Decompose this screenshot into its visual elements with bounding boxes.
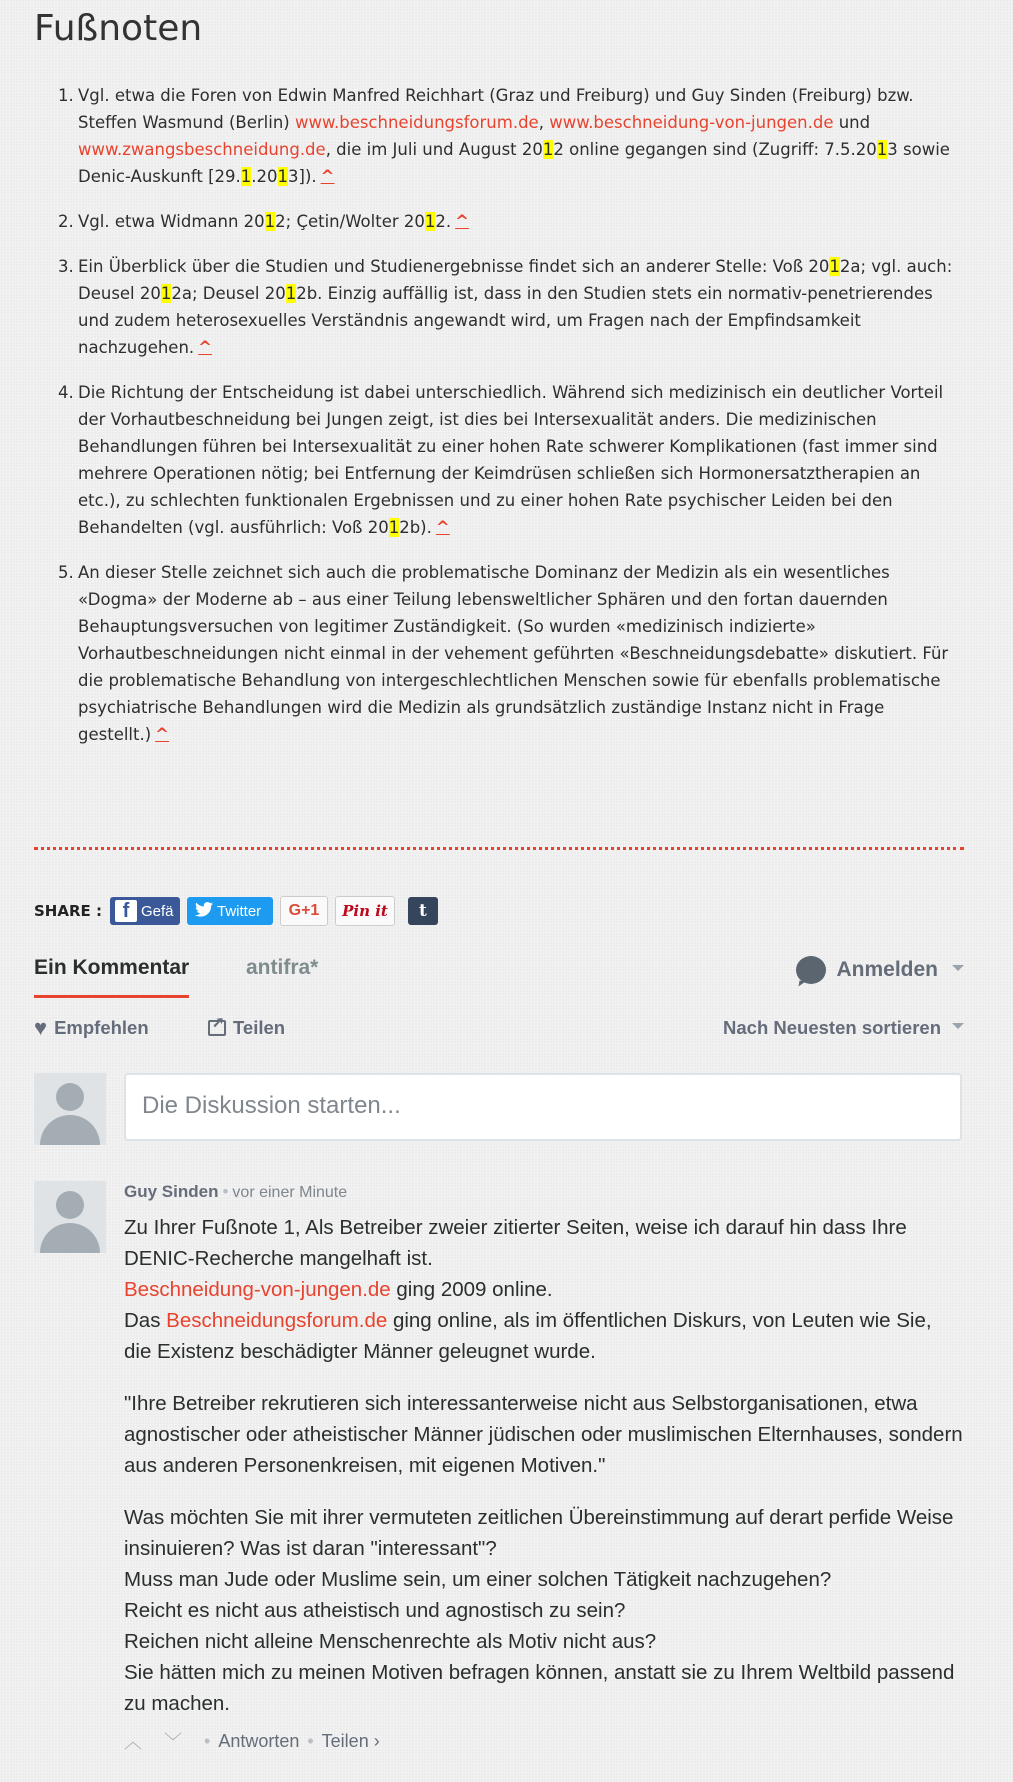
text: , bbox=[538, 113, 550, 132]
chevron-down-icon bbox=[952, 1023, 964, 1029]
text: ging 2009 online. bbox=[390, 1278, 553, 1301]
text: ging online, als im öffentlichen Diskurs, von Leuten wie Sie, die Existenz beschädigter Männer geleugnet wurde. bbox=[124, 1309, 932, 1363]
recommend-label: Empfehlen bbox=[54, 1017, 149, 1038]
pinterest-share-button[interactable]: Pin it bbox=[335, 896, 395, 926]
text: Was möchten Sie mit ihrer vermuteten zeitlichen Übereinstimmung auf derart perfide Weise insinuieren? Was ist daran "interessant"? bbox=[124, 1506, 954, 1560]
footnote-number: 5. bbox=[58, 563, 74, 582]
text: 2b. Einzig auffällig ist, dass in den Studien stets ein normativ-penetrierendes und zudem heterosexuelles Verständnis angewandt wird, um Fragen nach der Empfindsamkeit nachzugehen. bbox=[78, 284, 933, 357]
footnotes-list bbox=[58, 82, 960, 766]
footnote-number: 2. bbox=[58, 212, 74, 231]
footnote-backref-link[interactable]: ^ bbox=[435, 518, 450, 537]
search-highlight: 1 bbox=[876, 140, 888, 159]
external-link[interactable]: www.beschneidungsforum.de bbox=[295, 113, 539, 132]
search-highlight: 1 bbox=[542, 140, 554, 159]
footnote-item bbox=[58, 559, 960, 748]
search-highlight: 1 bbox=[285, 284, 297, 303]
text: Reicht es nicht aus atheistisch und agnostisch zu sein? bbox=[124, 1599, 626, 1622]
text: An dieser Stelle zeichnet sich auch die problematische Dominanz der Medizin als ein wesentliches «Dogma» der Moderne ab – aus einer Teilung lebensweltlicher Sphären und den fortan dauernden Behauptungsversuchen von legitimer Zuständigkeit. (So wurden «medizinisch indizierte» Vorhautbeschneidungen nicht einmal in der vehement geführten «Beschneidungsdebatte» diskutiert. Für die problematische Behandlung von intergeschlechtlichen Menschen sowie für ebenfalls problematische psychiatrische Behandlungen wird die Medizin als grundsätzlich zuständige Instanz nicht in Frage gestellt.) bbox=[78, 563, 949, 744]
login-label: Anmelden bbox=[836, 958, 938, 981]
text: Ein Überblick über die Studien und Studienergebnisse findet sich an anderer Stelle: Voß 20 bbox=[78, 257, 830, 276]
search-highlight: 1 bbox=[277, 167, 289, 186]
facebook-icon: f bbox=[115, 900, 137, 922]
divider bbox=[34, 847, 964, 850]
share-icon bbox=[208, 1020, 226, 1036]
text: .20 bbox=[251, 167, 278, 186]
avatar-head bbox=[56, 1083, 84, 1111]
tab-comments[interactable]: Ein Kommentar bbox=[34, 956, 189, 998]
footnote-item bbox=[58, 379, 960, 541]
facebook-share-button[interactable] bbox=[110, 897, 180, 925]
text: "Ihre Betreiber rekrutieren sich interessanterweise nicht aus Selbstorganisationen, etwa agnostischer oder atheistischer Männer jüdischen oder muslimischen Elternhauses, sondern aus anderen Personenkreisen, mit eigenen Motiven." bbox=[124, 1392, 963, 1477]
downvote-icon[interactable]: ﹀ bbox=[164, 1732, 182, 1752]
comment-time[interactable]: vor einer Minute bbox=[232, 1184, 348, 1201]
comment-avatar[interactable] bbox=[34, 1181, 106, 1253]
footnote-number: 4. bbox=[58, 383, 74, 402]
separator-dot: • bbox=[204, 1730, 211, 1751]
login-menu[interactable] bbox=[796, 956, 964, 984]
sort-label: Nach Neuesten sortieren bbox=[723, 1017, 941, 1038]
text: Zu Ihrer Fußnote 1, Als Betreiber zweier zitierter Seiten, weise ich darauf hin dass Ihre DENIC-Recherche mangelhaft ist. bbox=[124, 1216, 907, 1270]
text: 3]). bbox=[288, 167, 317, 186]
heart-icon: ♥ bbox=[34, 1015, 48, 1040]
text: 2a; vgl. auch: Deusel 20 bbox=[78, 257, 953, 303]
text: und bbox=[833, 113, 871, 132]
comment-paragraph bbox=[124, 1212, 964, 1367]
gplus-share-button[interactable]: G+1 bbox=[280, 896, 328, 926]
discussion-tabs bbox=[34, 950, 964, 1002]
share-discussion-label: Teilen bbox=[233, 1017, 286, 1038]
discussion-actions bbox=[34, 1017, 964, 1047]
avatar-body bbox=[40, 1115, 100, 1145]
search-highlight: 1 bbox=[240, 167, 252, 186]
footnote-item bbox=[58, 253, 960, 361]
comment-body bbox=[124, 1212, 964, 1719]
comment-header bbox=[124, 1182, 964, 1206]
twitter-share-button[interactable] bbox=[187, 897, 273, 925]
twitter-icon bbox=[195, 902, 213, 921]
external-link[interactable]: Beschneidung-von-jungen.de bbox=[124, 1278, 391, 1301]
search-highlight: 1 bbox=[388, 518, 400, 537]
separator-dot: • bbox=[307, 1730, 314, 1751]
external-link[interactable]: www.beschneidung-von-jungen.de bbox=[549, 113, 834, 132]
search-highlight: 1 bbox=[424, 212, 436, 231]
text: Reichen nicht alleine Menschenrechte als Motiv nicht aus? bbox=[124, 1630, 657, 1653]
separator-dot: • bbox=[222, 1182, 229, 1201]
footnote-backref-link[interactable]: ^ bbox=[320, 167, 335, 186]
comment bbox=[124, 1182, 964, 1754]
sort-menu[interactable] bbox=[723, 1017, 964, 1039]
chevron-down-icon bbox=[952, 965, 964, 971]
comment-input[interactable]: Die Diskussion starten... bbox=[124, 1073, 962, 1141]
footnotes-title: Fußnoten bbox=[34, 8, 203, 49]
footnote-item bbox=[58, 82, 960, 190]
comment-share-link[interactable]: Teilen › bbox=[321, 1730, 380, 1751]
tab-site[interactable]: antifra* bbox=[246, 956, 319, 979]
reply-link[interactable]: Antworten bbox=[218, 1730, 300, 1751]
facebook-share-label: Gefä bbox=[140, 902, 174, 920]
share-discussion-button[interactable] bbox=[208, 1017, 285, 1039]
text: Vgl. etwa die Foren von Edwin Manfred Reichhart (Graz und Freiburg) und Guy Sinden (Freiburg) bzw. Steffen Wasmund (Berlin) bbox=[78, 86, 914, 132]
search-highlight: 1 bbox=[160, 284, 172, 303]
avatar bbox=[34, 1073, 106, 1145]
text: 2b). bbox=[399, 518, 432, 537]
text: Das bbox=[124, 1309, 167, 1332]
tumblr-share-button[interactable]: t bbox=[408, 897, 438, 925]
external-link[interactable]: www.zwangsbeschneidung.de bbox=[78, 140, 326, 159]
chat-bubble-icon bbox=[796, 956, 826, 984]
twitter-share-label: Twitter bbox=[216, 902, 262, 920]
footnote-backref-link[interactable]: ^ bbox=[455, 212, 469, 231]
recommend-button[interactable] bbox=[34, 1017, 149, 1039]
footnote-number: 1. bbox=[58, 86, 74, 105]
text: 2 online gegangen sind (Zugriff: 7.5.20 bbox=[553, 140, 877, 159]
text: 2. bbox=[435, 212, 452, 231]
search-highlight: 1 bbox=[829, 257, 840, 276]
upvote-icon[interactable]: ︿ bbox=[124, 1732, 142, 1752]
footnote-backref-link[interactable]: ^ bbox=[155, 725, 169, 744]
text: 2; Çetin/Wolter 20 bbox=[275, 212, 425, 231]
share-bar bbox=[34, 896, 438, 926]
footnote-number: 3. bbox=[58, 257, 74, 276]
footnote-item bbox=[58, 208, 960, 235]
footnote-backref-link[interactable]: ^ bbox=[198, 338, 212, 357]
text: 3 sowie Denic-Auskunft [29. bbox=[78, 140, 950, 186]
text: Vgl. etwa Widmann 20 bbox=[78, 212, 265, 231]
comment-footer bbox=[124, 1728, 964, 1754]
text: , die im Juli und August 20 bbox=[325, 140, 543, 159]
avatar-body bbox=[40, 1223, 100, 1253]
text: 2a; Deusel 20 bbox=[171, 284, 286, 303]
search-highlight: 1 bbox=[264, 212, 276, 231]
share-label: SHARE : bbox=[34, 902, 102, 920]
text: Sie hätten mich zu meinen Motiven befragen können, anstatt sie zu Ihrem Weltbild passend zu machen. bbox=[124, 1661, 955, 1715]
text: Die Richtung der Entscheidung ist dabei unterschiedlich. Während sich medizinisch ein deutlicher Vorteil der Vorhautbeschneidung bei Jungen zeigt, ist dies bei Intersexualität anders. Die medizinischen Behandlungen führen bei Intersexualität zu einer hohen Rate schwerer Komplikationen (fast immer sind mehrere Operationen nötig; bei Entfernung der Keimdrüsen schließen sich Hormonersatztherapien an etc.), zu schlechten funktionalen Ergebnissen und zu einer hohen Rate psychischer Leiden bei den Behandelten (vgl. ausführlich: Voß 20 bbox=[78, 383, 944, 537]
external-link[interactable]: Beschneidungsforum.de bbox=[166, 1309, 388, 1332]
comment-paragraph bbox=[124, 1502, 964, 1719]
avatar-head bbox=[56, 1191, 84, 1219]
comment-author[interactable]: Guy Sinden bbox=[124, 1182, 219, 1201]
comment-paragraph bbox=[124, 1388, 964, 1481]
text: Muss man Jude oder Muslime sein, um einer solchen Tätigkeit nachzugehen? bbox=[124, 1568, 832, 1591]
